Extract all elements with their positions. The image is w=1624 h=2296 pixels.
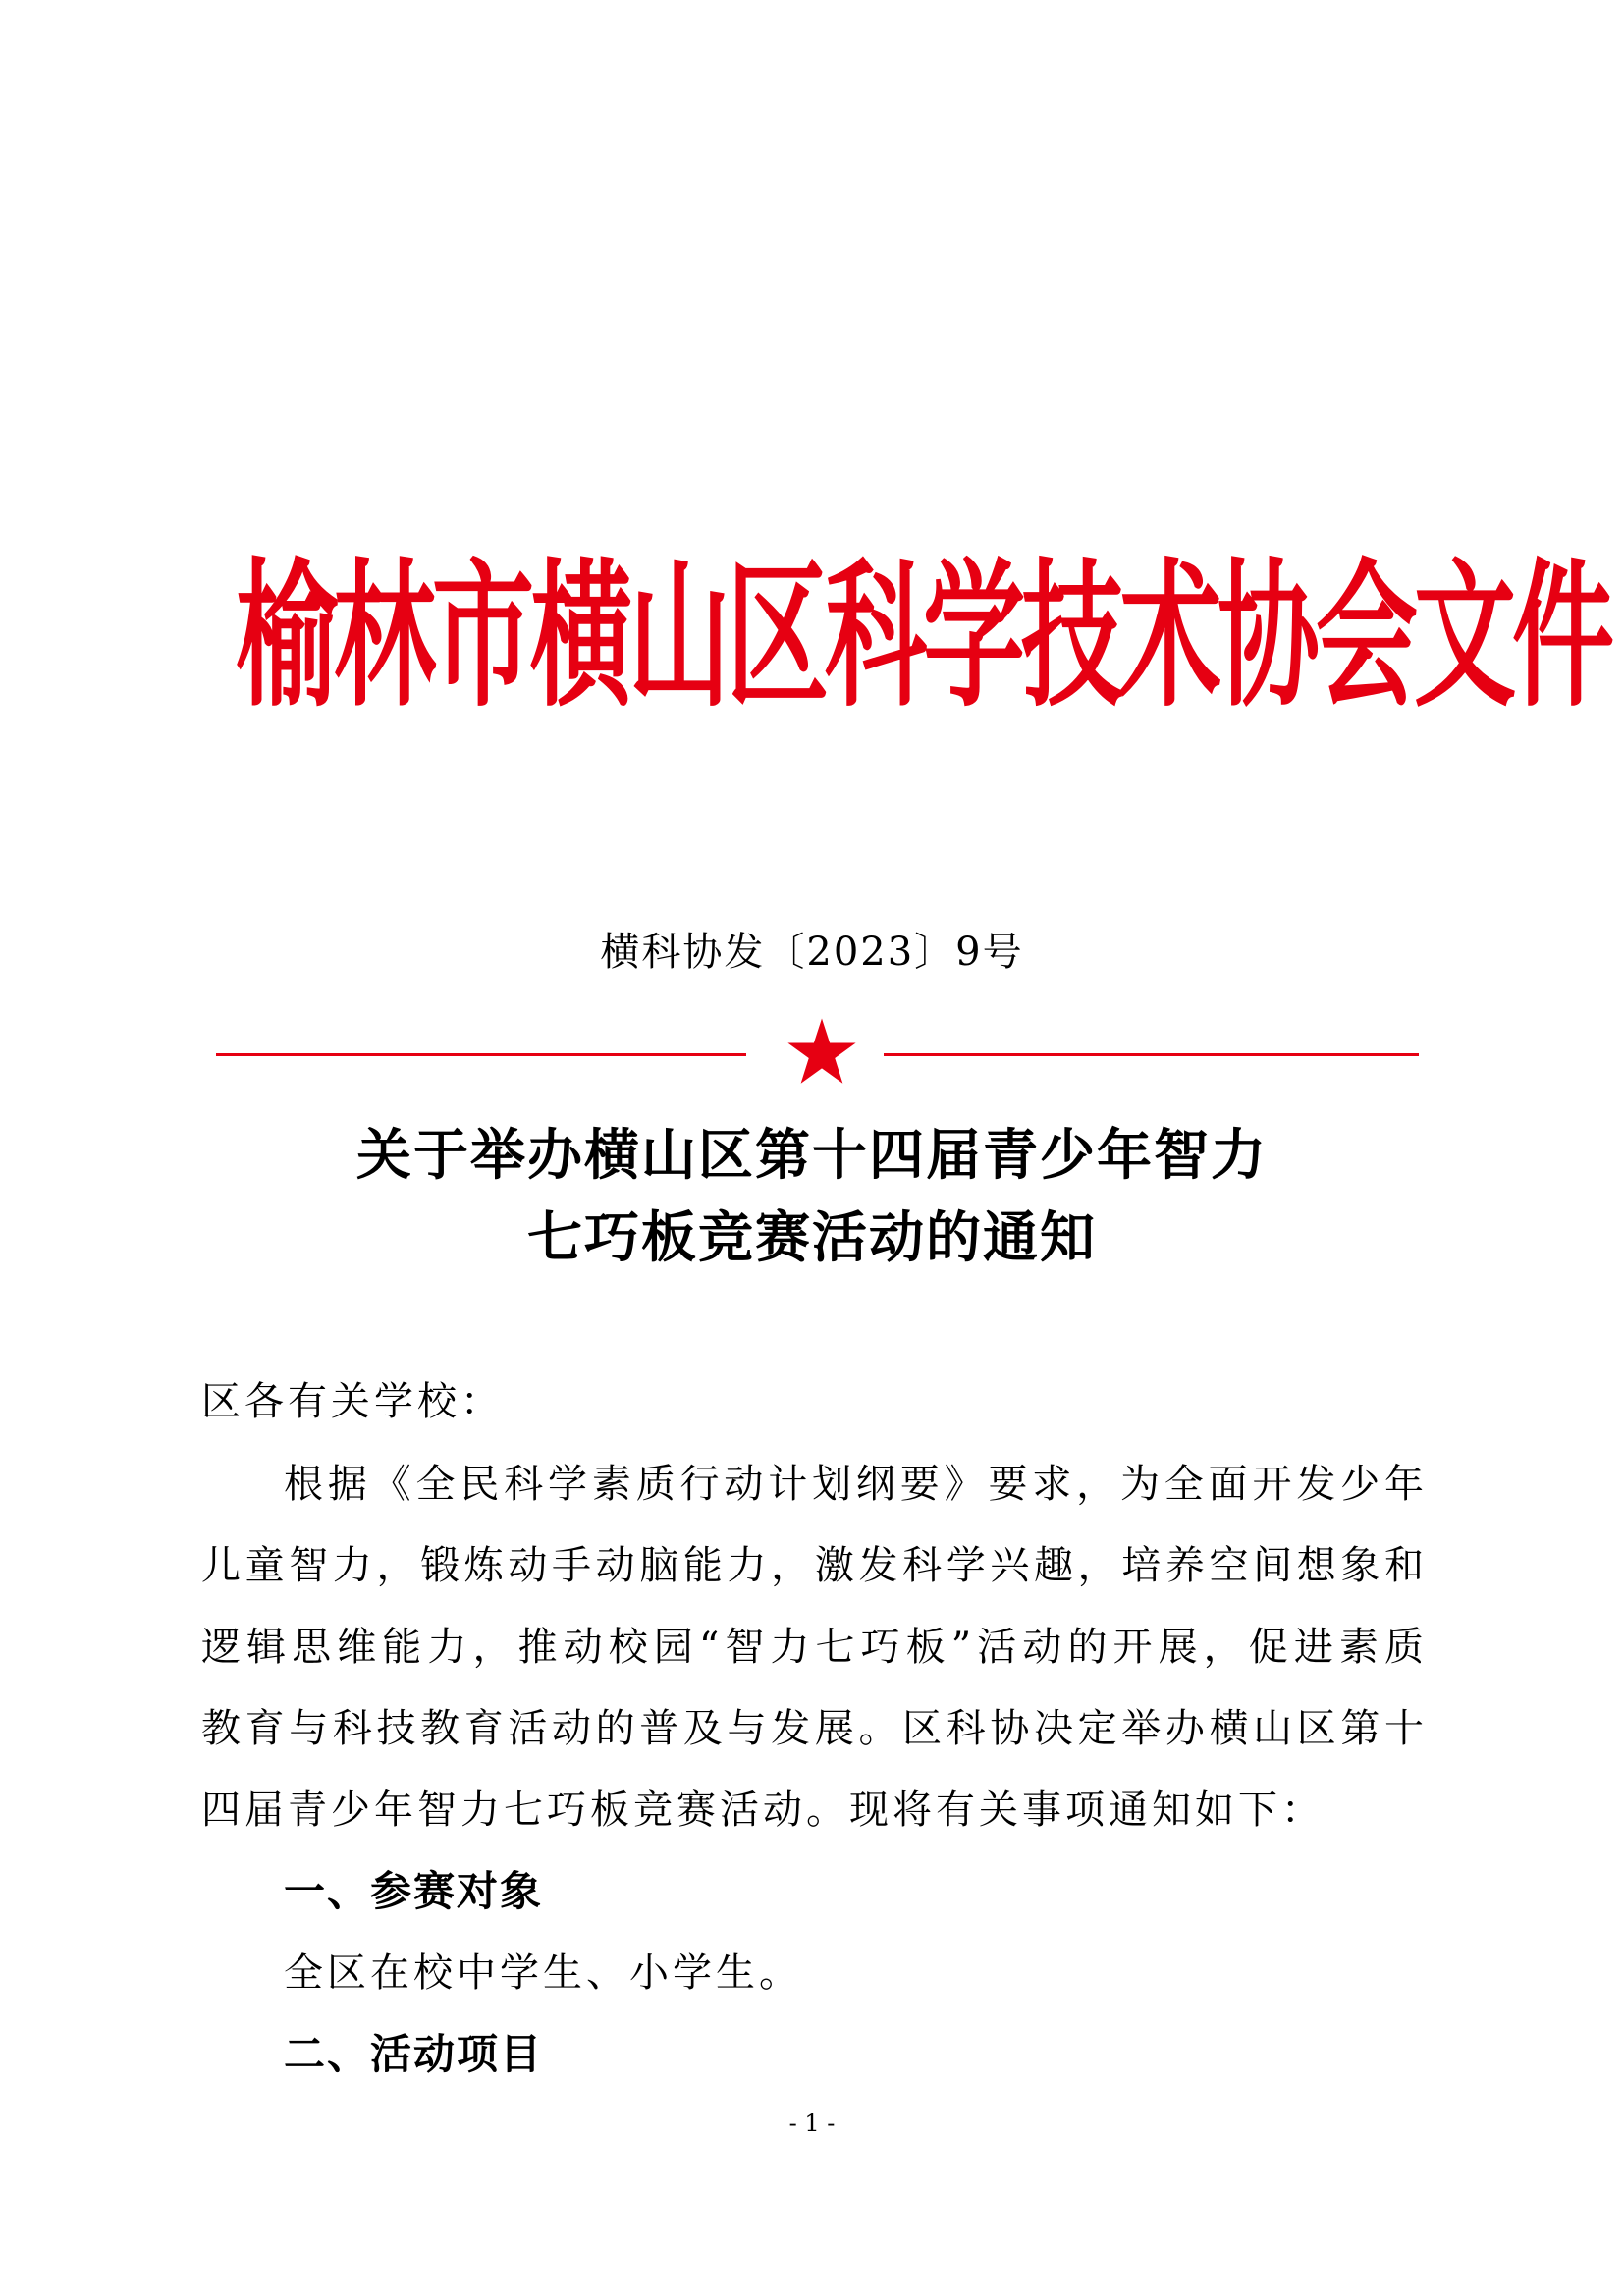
- paragraph-line: 儿童智力，锻炼动手动脑能力，激发科学兴趣，培养空间想象和: [201, 1543, 1424, 1588]
- page-number: - 1 -: [788, 2109, 836, 2137]
- divider-right: [884, 1053, 1419, 1056]
- paragraph-line: 根据《全民科学素质行动计划纲要》要求，为全面开发少年: [284, 1462, 1424, 1507]
- section-heading-activities: 二、活动项目: [284, 2030, 544, 2078]
- paragraph-line: 四届青少年智力七巧板竞赛活动。现将有关事项通知如下：: [201, 1788, 1325, 1833]
- paragraph-line: 逻辑思维能力，推动校园“智力七巧板”活动的开展，促进素质: [201, 1625, 1424, 1670]
- section-heading-participants: 一、参赛对象: [284, 1867, 544, 1915]
- red-star-icon: [785, 1017, 858, 1086]
- document-title-line-2: 七巧板竞赛活动的通知: [527, 1206, 1097, 1270]
- document-number: 横科协发〔2023〕9号: [600, 930, 1024, 975]
- section-text-participants: 全区在校中学生、小学生。: [284, 1950, 802, 1996]
- document-title-line-1: 关于举办横山区第十四届青少年智力: [356, 1124, 1268, 1188]
- paragraph-line: 教育与科技教育活动的普及与发展。区科协决定举办横山区第十: [201, 1706, 1424, 1751]
- divider-left: [216, 1053, 746, 1056]
- issuer-title: 榆林市横山区科学技术协会文件: [236, 543, 1611, 729]
- salutation: 区各有关学校：: [201, 1379, 504, 1424]
